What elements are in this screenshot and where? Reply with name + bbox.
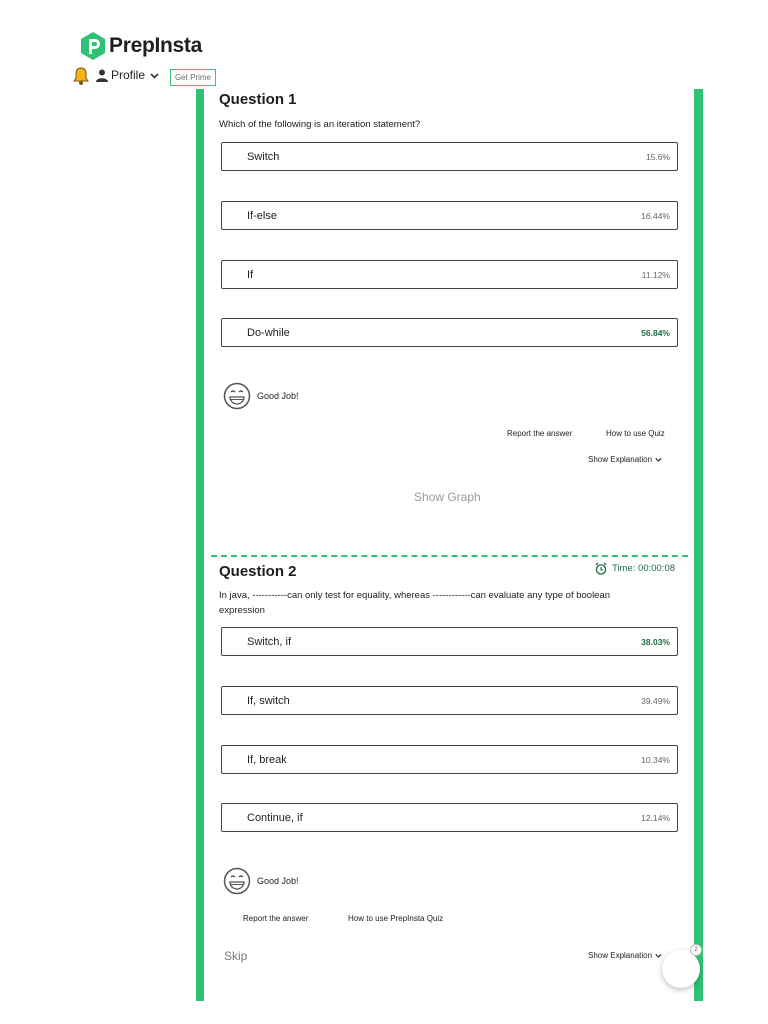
q2-option-2[interactable] [221, 686, 678, 715]
option-percent: 10.34% [641, 754, 670, 765]
question-divider [211, 555, 688, 557]
question-timer [595, 562, 675, 575]
timer-text: Time: 00:00:08 [612, 563, 676, 574]
option-percent: 11.12% [641, 269, 670, 280]
smiley-face-icon [223, 867, 251, 895]
q1-feedback [223, 382, 299, 410]
question-2-text-line-2: expression [219, 605, 265, 616]
q2-how-to-use-quiz-link[interactable]: How to use PrepInsta Quiz [348, 914, 444, 923]
option-percent: 15.6% [645, 151, 670, 162]
feedback-text: Good Job! [257, 391, 299, 401]
chevron-down-icon [150, 71, 159, 80]
q2-option-4[interactable] [221, 803, 678, 832]
fab-badge: 2 [690, 944, 702, 956]
q1-option-2[interactable] [221, 201, 678, 230]
q1-option-1[interactable] [221, 142, 678, 171]
q2-feedback [223, 867, 299, 895]
question-2-text-line-1: In java, -----------can only test for equality, whereas ------------can evaluate any type of boolean [219, 590, 611, 601]
profile-menu[interactable] [96, 68, 159, 82]
feedback-text: Good Job! [257, 876, 299, 886]
option-percent: 16.44% [641, 210, 670, 221]
option-label: If-else [247, 209, 277, 222]
user-icon [96, 69, 108, 82]
question-1-title: Question 1 [219, 91, 297, 108]
logo-text: PrepInsta [109, 34, 202, 57]
option-label: If, switch [247, 694, 290, 707]
question-1-text: Which of the following is an iteration statement? [219, 119, 421, 130]
option-label: Switch [247, 150, 280, 163]
show-explanation-label: Show Explanation [588, 951, 653, 960]
alarm-clock-icon [595, 562, 607, 575]
q2-option-1[interactable] [221, 627, 678, 656]
q2-report-answer-link[interactable]: Report the answer [243, 914, 309, 923]
option-percent: 39.49% [641, 695, 670, 706]
q2-option-3[interactable] [221, 745, 678, 774]
profile-label: Profile [111, 68, 146, 82]
show-explanation-label: Show Explanation [588, 455, 653, 464]
q1-option-3[interactable] [221, 260, 678, 289]
chevron-down-icon [655, 456, 662, 463]
question-2-title: Question 2 [219, 563, 297, 580]
q2-show-explanation-toggle[interactable] [588, 951, 662, 960]
option-label: If [247, 268, 254, 281]
option-label: Do-while [247, 326, 290, 339]
prepinsta-logo-icon [80, 31, 106, 61]
q1-show-explanation-toggle[interactable] [588, 455, 662, 464]
get-prime-button[interactable]: Get Prime [170, 69, 216, 86]
prepinsta-logo[interactable] [80, 30, 202, 62]
option-percent: 12.14% [641, 812, 670, 823]
option-percent: 38.03% [641, 636, 670, 647]
option-label: Switch, if [247, 635, 292, 648]
q1-option-4[interactable] [221, 318, 678, 347]
option-label: If, break [247, 753, 287, 766]
smiley-face-icon [223, 382, 251, 410]
q1-report-answer-link[interactable]: Report the answer [507, 429, 573, 438]
q1-how-to-use-quiz-link[interactable]: How to use Quiz [606, 429, 665, 438]
option-label: Continue, if [247, 811, 303, 824]
chevron-down-icon [655, 952, 662, 959]
notification-bell-icon[interactable] [72, 66, 90, 86]
skip-button[interactable]: Skip [224, 949, 248, 963]
option-percent: 56.84% [641, 327, 670, 338]
show-graph-button[interactable]: Show Graph [414, 490, 481, 504]
